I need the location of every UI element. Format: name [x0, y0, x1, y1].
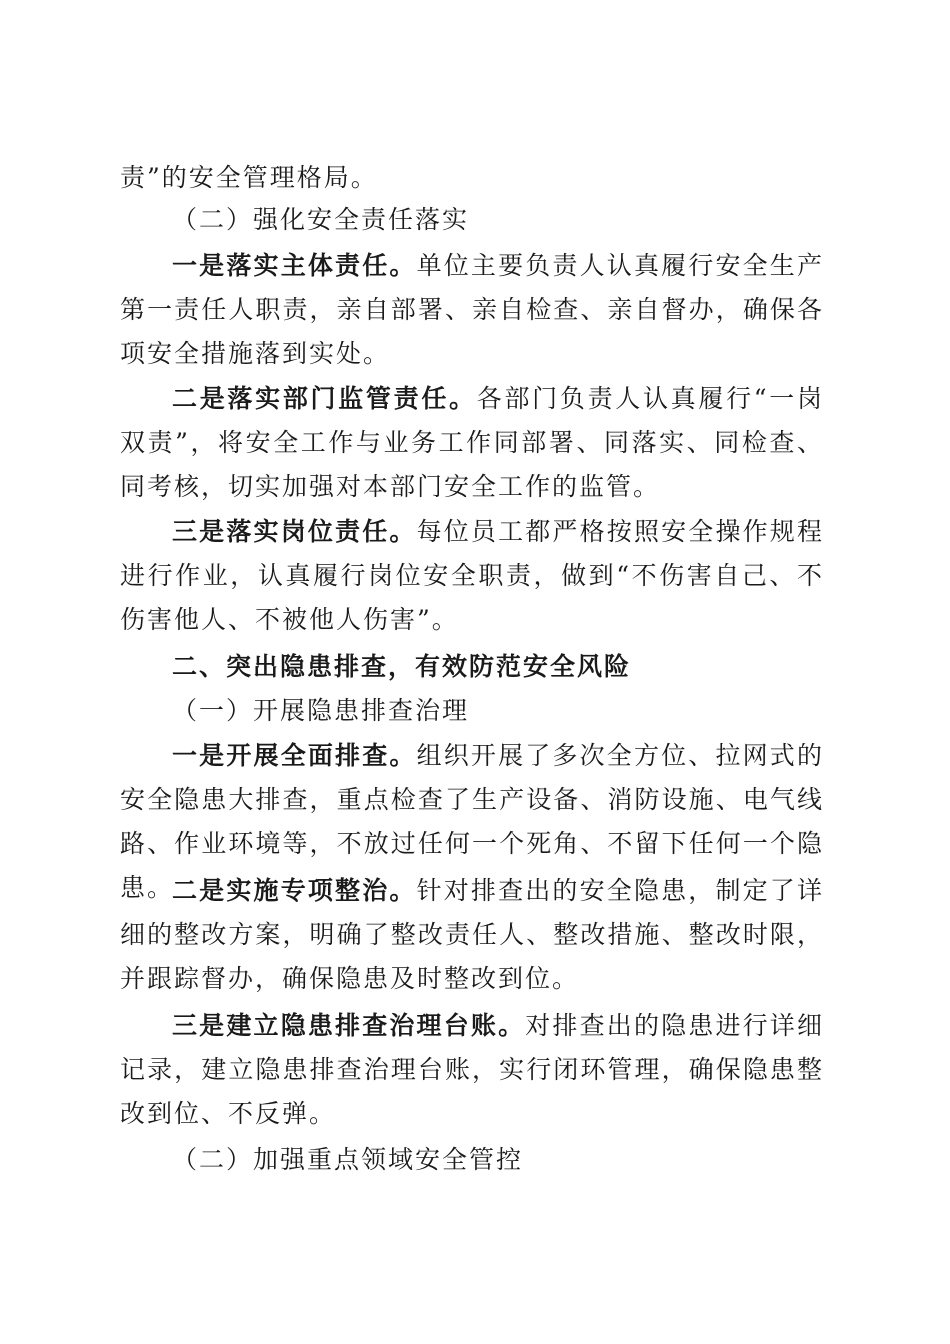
paragraph-lead: 一是落实主体责任。 — [172, 251, 417, 280]
paragraph-text: 每位员工都严格按照安全操作规程进行作业，认真履行岗位安全职责，做到“不伤害自己、不伤害他人、不被他人伤害”。 — [120, 517, 824, 634]
paragraph-text: 对排查出的隐患进行详细记录，建立隐患排查治理台账，实行闭环管理，确保隐患整改到位、不反弹。 — [120, 1011, 824, 1128]
paragraph-text: 组织开展了多次全方位、拉网式的安全隐患大排查，重点检查了生产设备、消防设施、电气线路、作业环境等，不放过任何一个死角、不留下任何一个隐患。 — [120, 741, 824, 902]
paragraph-continuation — [120, 156, 824, 200]
subheading-text: （一）开展隐患排查治理 — [172, 696, 470, 725]
subheading-strengthen-responsibility — [120, 198, 824, 242]
subheading-hazard-governance — [120, 689, 824, 733]
paragraph-post-responsibility — [120, 510, 824, 642]
paragraph-lead: 二是实施专项整治。 — [172, 876, 417, 905]
paragraph-lead: 三是建立隐患排查治理台账。 — [172, 1011, 526, 1040]
subheading-key-areas-control — [120, 1138, 824, 1182]
paragraph-text: 单位主要负责人认真履行安全生产第一责任人职责，亲自部署、亲自检查、亲自督办，确保各项安全措施落到实处。 — [120, 251, 824, 368]
paragraph-department-responsibility — [120, 377, 824, 509]
paragraph-special-rectification — [120, 869, 824, 1001]
paragraph-hazard-ledger — [120, 1004, 824, 1136]
paragraph-lead: 三是落实岗位责任。 — [172, 517, 417, 546]
subheading-text: （二）强化安全责任落实 — [172, 205, 470, 234]
paragraph-lead: 一是开展全面排查。 — [172, 741, 417, 770]
paragraph-text: 针对排查出的安全隐患，制定了详细的整改方案，明确了整改责任人、整改措施、整改时限，并跟踪督办，确保隐患及时整改到位。 — [120, 876, 824, 993]
subheading-text: （二）加强重点领域安全管控 — [172, 1145, 524, 1174]
paragraph-main-responsibility — [120, 244, 824, 376]
paragraph-text: 责”的安全管理格局。 — [120, 163, 378, 192]
section-heading-text: 二、突出隐患排查，有效防范安全风险 — [172, 652, 632, 681]
paragraph-text: 各部门负责人认真履行“一岗双责”，将安全工作与业务工作同部署、同落实、同检查、同考核，切实加强对本部门安全工作的监管。 — [120, 384, 824, 501]
paragraph-lead: 二是落实部门监管责任。 — [172, 384, 477, 413]
section-heading-hazard-inspection — [120, 645, 824, 689]
